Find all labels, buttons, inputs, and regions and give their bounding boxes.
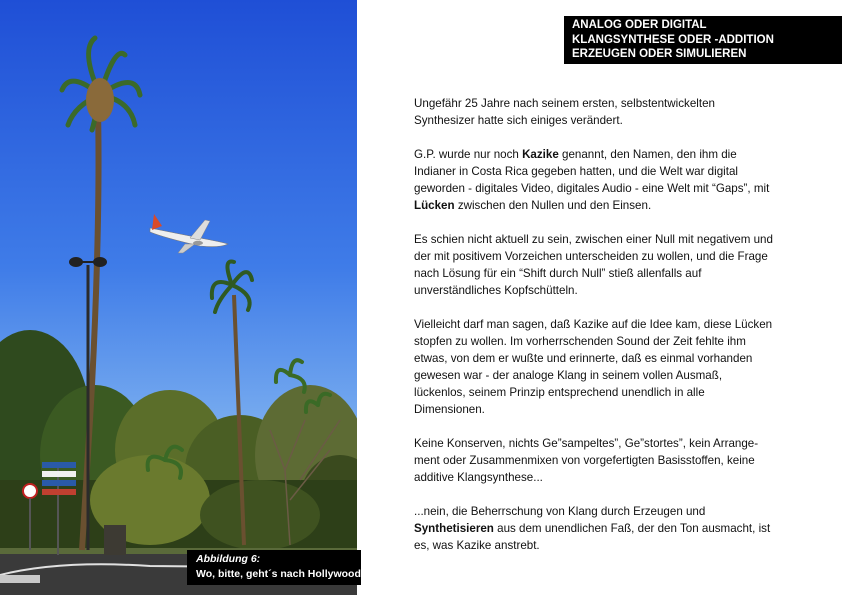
section-heading <box>564 16 842 64</box>
paragraph-5: Keine Konserven, nichts Ge”sampeltes”, Ge”stortes”, kein Arrange-ment oder Zusammenmixen von vorgefertigten Basisstoffen, keine additive Klangsynthese... <box>414 437 759 484</box>
heading-line-1: ANALOG ODER DIGITAL <box>572 19 707 31</box>
emphasis-luecken: Lücken <box>414 199 455 212</box>
paragraph-4: Vielleicht darf man sagen, daß Kazike auf die Idee kam, diese Lücken stopfen zu wollen. Im vorherrschenden Sound der Zeit fehlte ihm etwas, von dem er wußte und erinnerte, daß es einmal vorhanden gewesen war - der analoge Klang in seinem vollen Ausmaß, lückenlos, seinem Prinzip entsprechend unendlich in alle Dimensionen. <box>414 318 773 416</box>
heading-line-3: ERZEUGEN ODER SIMULIEREN <box>572 48 747 60</box>
caption-text: Wo, bitte, geht´s nach Hollywood? <box>196 567 368 580</box>
paragraph-3: Es schien nicht aktuell zu sein, zwischen einer Null mit negativem und der mit positivem Vorzeichen unterscheiden zu wollen, und die Frage nach Lösung für ein “Shift durch Null” stieß allenfalls auf unverständliches Kopfschütteln. <box>414 233 773 297</box>
photo-illustration <box>0 0 368 595</box>
paragraph-2-part: genannt, den Namen, den ihm die Indianer in Costa Rica gegeben hatten, und die Welt war digital geworden - digitales Video, digitales Audio - eine Welt mit “Gaps”, mit <box>414 148 770 195</box>
paragraph-1: Ungefähr 25 Jahre nach seinem ersten, selbstentwickelten Synthesizer hatte sich einiges verändert. <box>414 97 715 127</box>
paragraph-2 <box>414 146 774 214</box>
caption-label: Abbildung 6: <box>196 553 261 565</box>
paragraph-2-part: zwischen den Nullen und den Einsen. <box>454 199 652 212</box>
emphasis-synthetisieren: Synthetisieren <box>414 522 494 535</box>
paragraph-6 <box>414 503 774 554</box>
paragraph-6-part: aus dem unendlichen Faß, der den Ton ausmacht, ist es, was Kazike anstrebt. <box>414 522 771 552</box>
figure-caption <box>187 550 368 585</box>
article-body <box>414 95 774 571</box>
kiosk <box>104 525 126 555</box>
paragraph-2-part: G.P. wurde nur noch <box>414 148 523 161</box>
photo-palm-trees-airplane <box>0 0 368 595</box>
heading-line-2: KLANGSYNTHESE ODER -ADDITION <box>572 33 774 46</box>
emphasis-kazike: Kazike <box>522 148 559 161</box>
paragraph-6-part: ...nein, die Beherrschung von Klang durch Erzeugen und <box>414 505 706 518</box>
